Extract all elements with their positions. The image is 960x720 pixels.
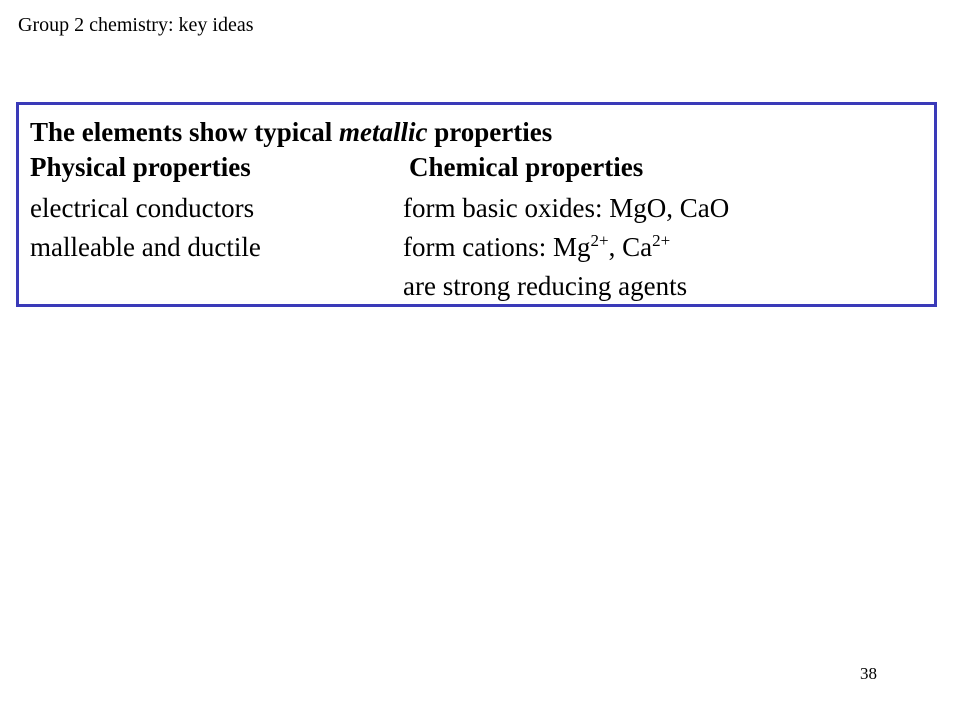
mg-charge: 2+	[590, 231, 609, 250]
physical-properties-heading: Physical properties	[30, 152, 251, 182]
cations-separator: , Ca	[608, 232, 653, 262]
cations-prefix: form cations: Mg	[403, 232, 591, 262]
ca-charge: 2+	[652, 231, 671, 250]
chemical-properties-heading: Chemical properties	[409, 152, 644, 182]
main-heading	[30, 119, 552, 146]
main-heading-suffix: properties	[427, 117, 553, 147]
page-number: 38	[860, 664, 877, 683]
chemical-item-oxides: form basic oxides: MgO, CaO	[403, 193, 730, 223]
chemical-item-cations	[403, 231, 671, 262]
physical-item-conductors: electrical conductors	[30, 193, 255, 223]
main-heading-prefix: The elements show typical	[30, 117, 339, 147]
properties-box	[16, 102, 937, 307]
chemical-item-reducing: are strong reducing agents	[403, 271, 688, 301]
physical-item-malleable: malleable and ductile	[30, 232, 261, 262]
slide-title: Group 2 chemistry: key ideas	[18, 14, 254, 36]
main-heading-emphasis: metallic	[338, 117, 428, 147]
